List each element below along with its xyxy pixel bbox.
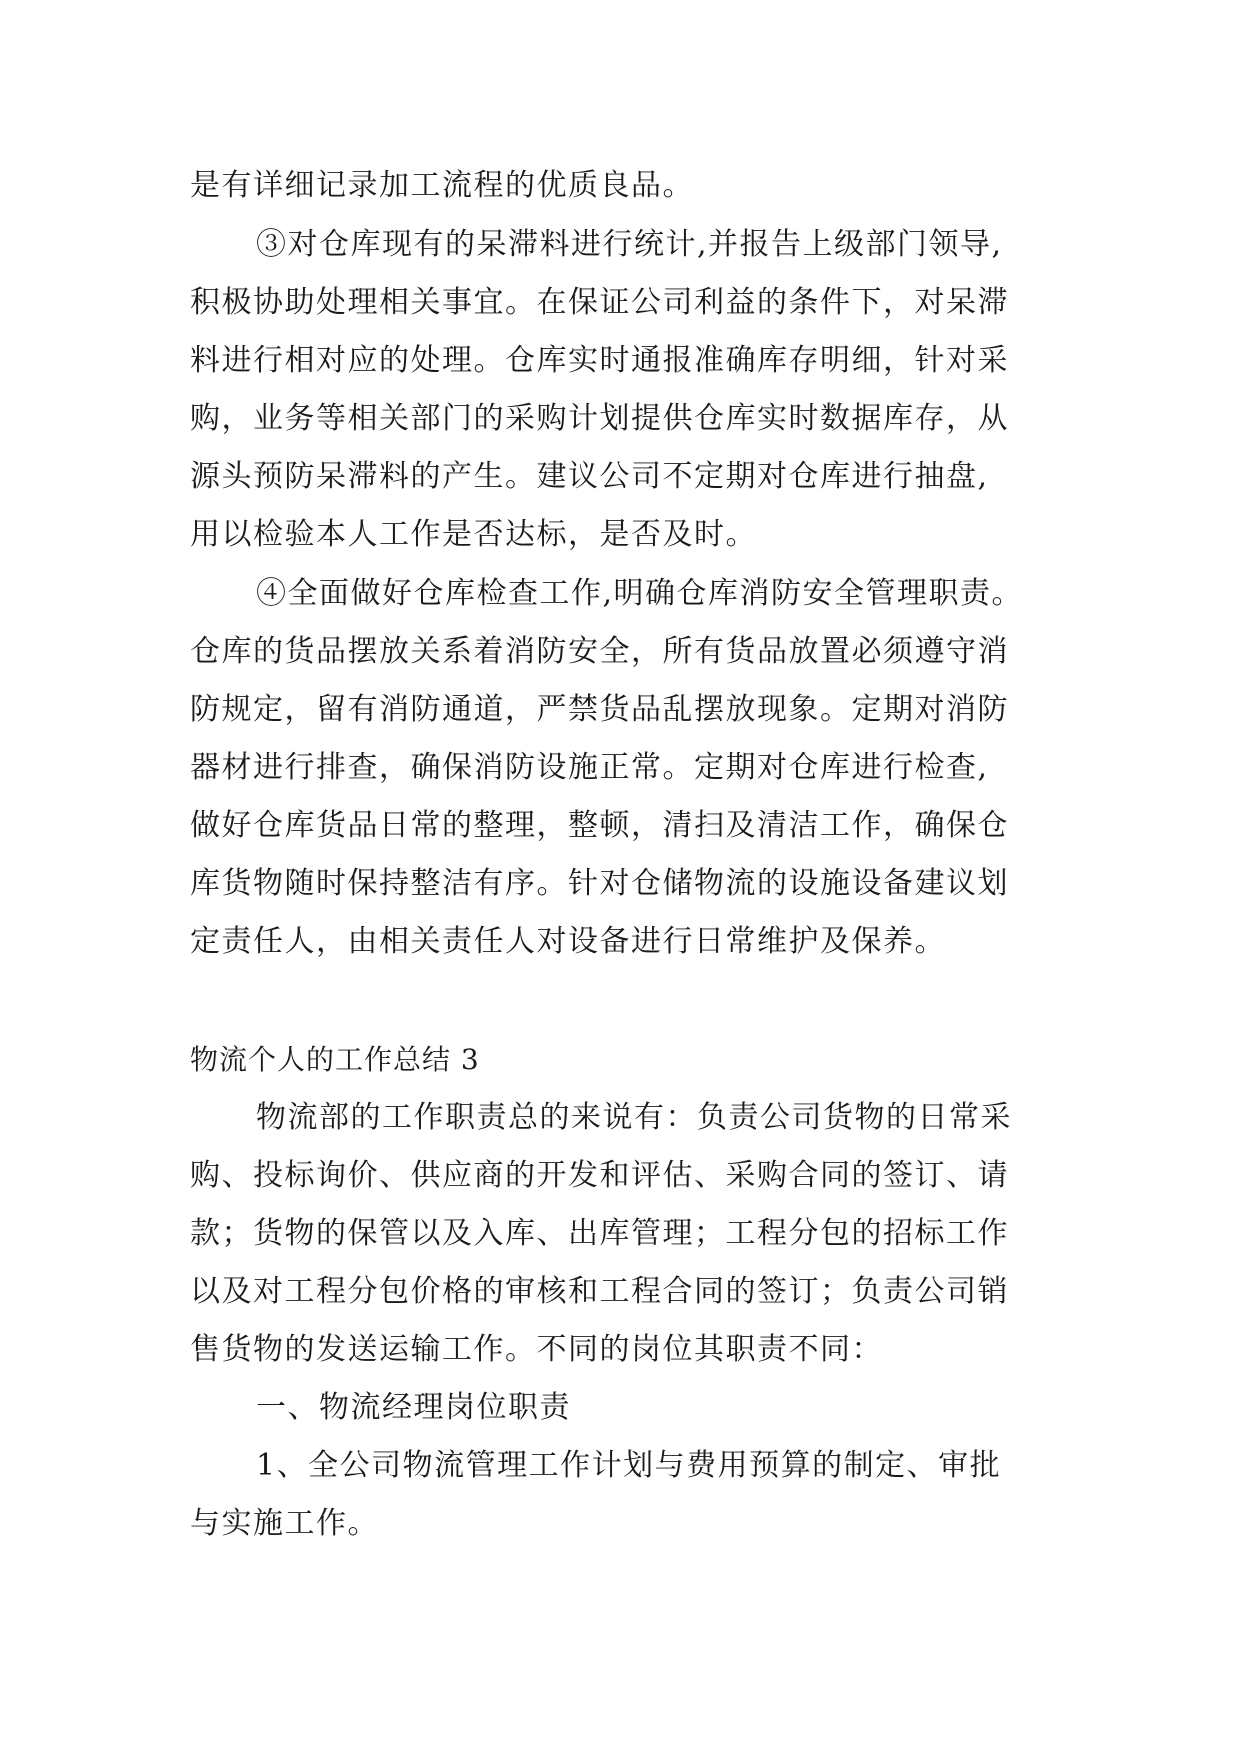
paragraph-line: 物流部的工作职责总的来说有：负责公司货物的日常采 bbox=[256, 1100, 1012, 1135]
paragraph-line: 积极协助处理相关事宜。在保证公司利益的条件下，对呆滞 bbox=[190, 285, 1009, 320]
paragraph-line: 定责任人，由相关责任人对设备进行日常维护及保养。 bbox=[190, 924, 946, 959]
paragraph-line: ④全面做好仓库检查工作,明确仓库消防安全管理职责。 bbox=[256, 576, 1024, 611]
paragraph-line: 防规定，留有消防通道，严禁货品乱摆放现象。定期对消防 bbox=[190, 692, 1009, 727]
paragraph-line: 售货物的发送运输工作。不同的岗位其职责不同： bbox=[190, 1332, 883, 1367]
paragraph-line: 1、全公司物流管理工作计划与费用预算的制定、审批 bbox=[256, 1448, 1002, 1483]
paragraph-line: 料进行相对应的处理。仓库实时通报准确库存明细，针对采 bbox=[190, 343, 1009, 378]
paragraph-line: 器材进行排查，确保消防设施正常。定期对仓库进行检查, bbox=[190, 750, 989, 785]
paragraph-line: 款；货物的保管以及入库、出库管理；工程分包的招标工作 bbox=[190, 1216, 1009, 1251]
paragraph-line: 是有详细记录加工流程的优质良品。 bbox=[190, 168, 694, 203]
paragraph-line: 购、投标询价、供应商的开发和评估、采购合同的签订、请 bbox=[190, 1158, 1009, 1193]
paragraph-line: 与实施工作。 bbox=[190, 1506, 379, 1541]
paragraph-line: 购，业务等相关部门的采购计划提供仓库实时数据库存，从 bbox=[190, 401, 1009, 436]
paragraph-line: 以及对工程分包价格的审核和工程合同的签订；负责公司销 bbox=[190, 1274, 1009, 1309]
subheading: 一、物流经理岗位职责 bbox=[256, 1390, 571, 1425]
paragraph-line: ③对仓库现有的呆滞料进行统计,并报告上级部门领导, bbox=[256, 227, 1003, 262]
paragraph-line: 库货物随时保持整洁有序。针对仓储物流的设施设备建议划 bbox=[190, 866, 1009, 901]
paragraph-line: 仓库的货品摆放关系着消防安全，所有货品放置必须遵守消 bbox=[190, 634, 1009, 669]
section-heading: 物流个人的工作总结 3 bbox=[190, 1043, 480, 1076]
paragraph-line: 做好仓库货品日常的整理，整顿，清扫及清洁工作，确保仓 bbox=[190, 808, 1009, 843]
paragraph-line: 源头预防呆滞料的产生。建议公司不定期对仓库进行抽盘, bbox=[190, 459, 989, 494]
paragraph-line: 用以检验本人工作是否达标，是否及时。 bbox=[190, 517, 757, 552]
